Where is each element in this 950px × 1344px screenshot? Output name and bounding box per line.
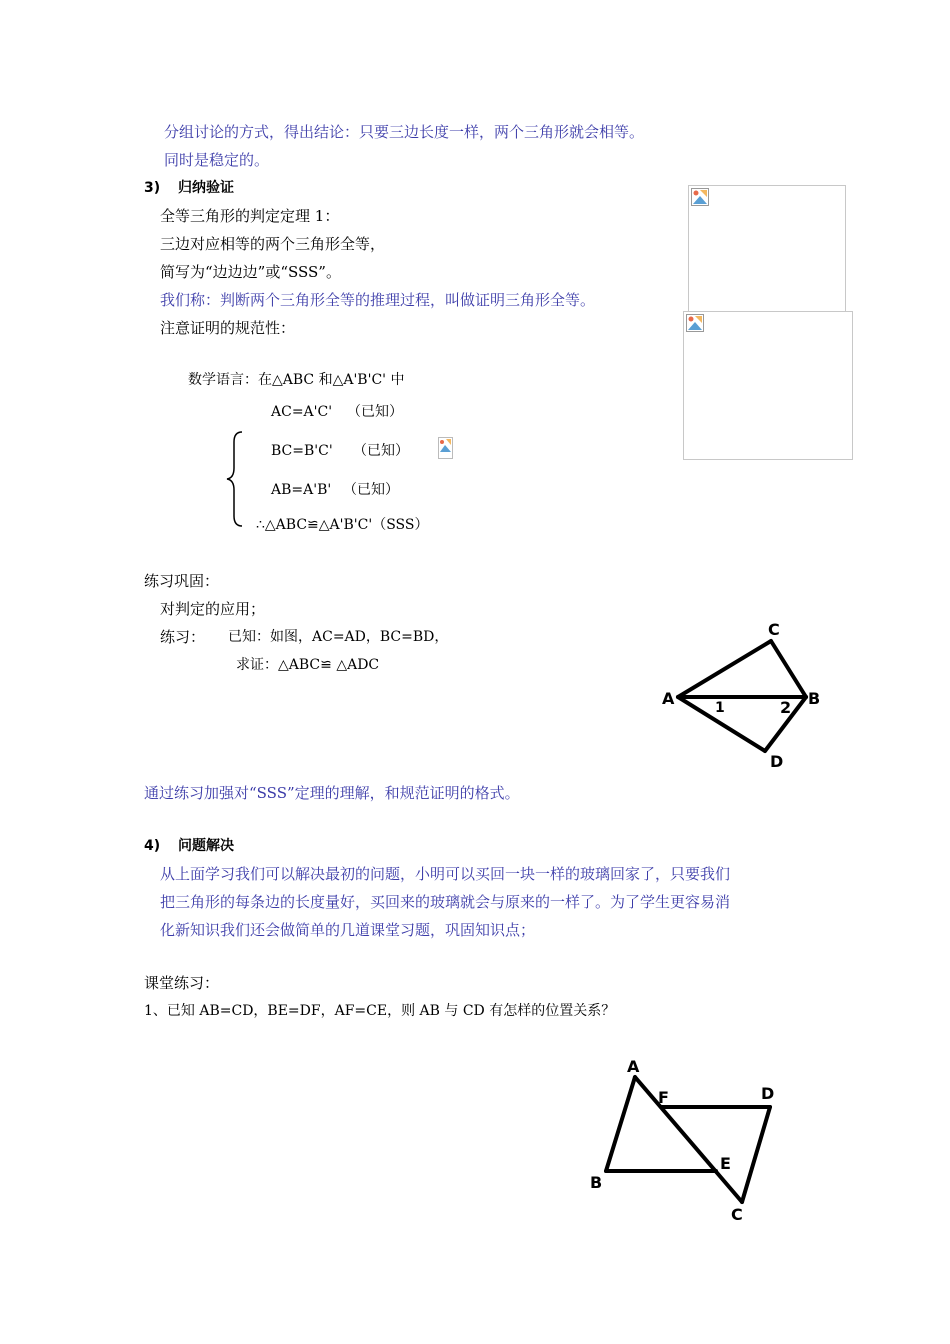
classwork-heading: 课堂练习： <box>144 974 220 992</box>
section-3-number: 3) <box>144 180 161 196</box>
segment-dc <box>742 1107 770 1202</box>
practice-note: 通过练习加强对“SSS”定理的理解，和规范证明的格式。 <box>144 784 520 802</box>
practice-heading: 练习巩固： <box>144 572 220 590</box>
image-placeholder-1 <box>688 185 846 314</box>
figure-triangles-acb-adb <box>655 615 830 775</box>
section-4-title: 问题解决 <box>178 838 234 854</box>
proof-ac-reason: （已知） <box>347 404 403 420</box>
problem-paragraph-line-2: 把三角形的每条边的长度量好，买回来的玻璃就会与原来的一样了。为了学生更容易消 <box>160 893 731 911</box>
proof-bc-reason: （已知） <box>353 443 409 459</box>
proof-brace <box>224 430 246 528</box>
label-d: D <box>761 1084 775 1103</box>
angle-2-label: 2 <box>780 698 792 717</box>
proof-bc: BC=B'C' <box>271 443 333 459</box>
proof-ab: AB=A'B' <box>271 482 332 498</box>
segment-ab <box>606 1077 635 1171</box>
proof-math-language: 数学语言：在△ABC 和△A'B'C' 中 <box>188 372 405 388</box>
proof-ac: AC=A'C' <box>271 404 333 420</box>
intro-line-2: 同时是稳定的。 <box>164 151 270 169</box>
broken-image-icon <box>691 188 709 206</box>
label-b: B <box>808 689 821 708</box>
label-c: C <box>731 1205 743 1224</box>
proof-ab-reason: （已知） <box>343 482 399 498</box>
section-4-number: 4) <box>144 838 161 854</box>
practice-label: 练习： <box>160 628 206 646</box>
label-e: E <box>720 1154 731 1173</box>
segment-ac <box>678 641 771 697</box>
angle-1-label: 1 <box>715 700 725 716</box>
figure-ab-cd-position <box>583 1050 793 1225</box>
practice-prove: 求证：△ABC≌ △ADC <box>236 657 380 673</box>
definition-text: 我们称：判断两个三角形全等的推理过程，叫做证明三角形全等。 <box>160 291 596 309</box>
label-b: B <box>590 1173 603 1192</box>
label-a: A <box>627 1057 640 1076</box>
label-f: F <box>658 1088 669 1107</box>
section-3-title: 归纳验证 <box>178 180 234 196</box>
classwork-question-1: 1、已知 AB=CD，BE=DF，AF=CE，则 AB 与 CD 有怎样的位置关系？ <box>144 1003 616 1019</box>
segment-ac <box>635 1077 742 1202</box>
image-placeholder-2 <box>683 311 853 460</box>
label-a: A <box>662 689 675 708</box>
proof-conclusion: ∴△ABC≌△A'B'C'（SSS） <box>256 517 429 533</box>
intro-line-1: 分组讨论的方式，得出结论：只要三边长度一样，两个三角形就会相等。 <box>164 123 645 141</box>
label-c: C <box>768 620 780 639</box>
theorem-title: 全等三角形的判定定理 1： <box>160 207 340 225</box>
broken-image-icon <box>438 437 453 459</box>
broken-image-icon <box>686 314 704 332</box>
rigor-note: 注意证明的规范性： <box>160 319 296 337</box>
practice-given: 已知：如图，AC=AD，BC=BD， <box>228 629 449 645</box>
label-d: D <box>770 752 784 771</box>
problem-paragraph-line-3: 化新知识我们还会做简单的几道课堂习题，巩固知识点； <box>160 921 536 939</box>
segment-cb <box>771 641 806 697</box>
practice-subheading: 对判定的应用； <box>160 600 266 618</box>
theorem-statement: 三边对应相等的两个三角形全等， <box>160 235 386 253</box>
theorem-abbreviation: 简写为“边边边”或“SSS”。 <box>160 263 341 281</box>
problem-paragraph-line-1: 从上面学习我们可以解决最初的问题，小明可以买回一块一样的玻璃回家了，只要我们 <box>160 865 731 883</box>
